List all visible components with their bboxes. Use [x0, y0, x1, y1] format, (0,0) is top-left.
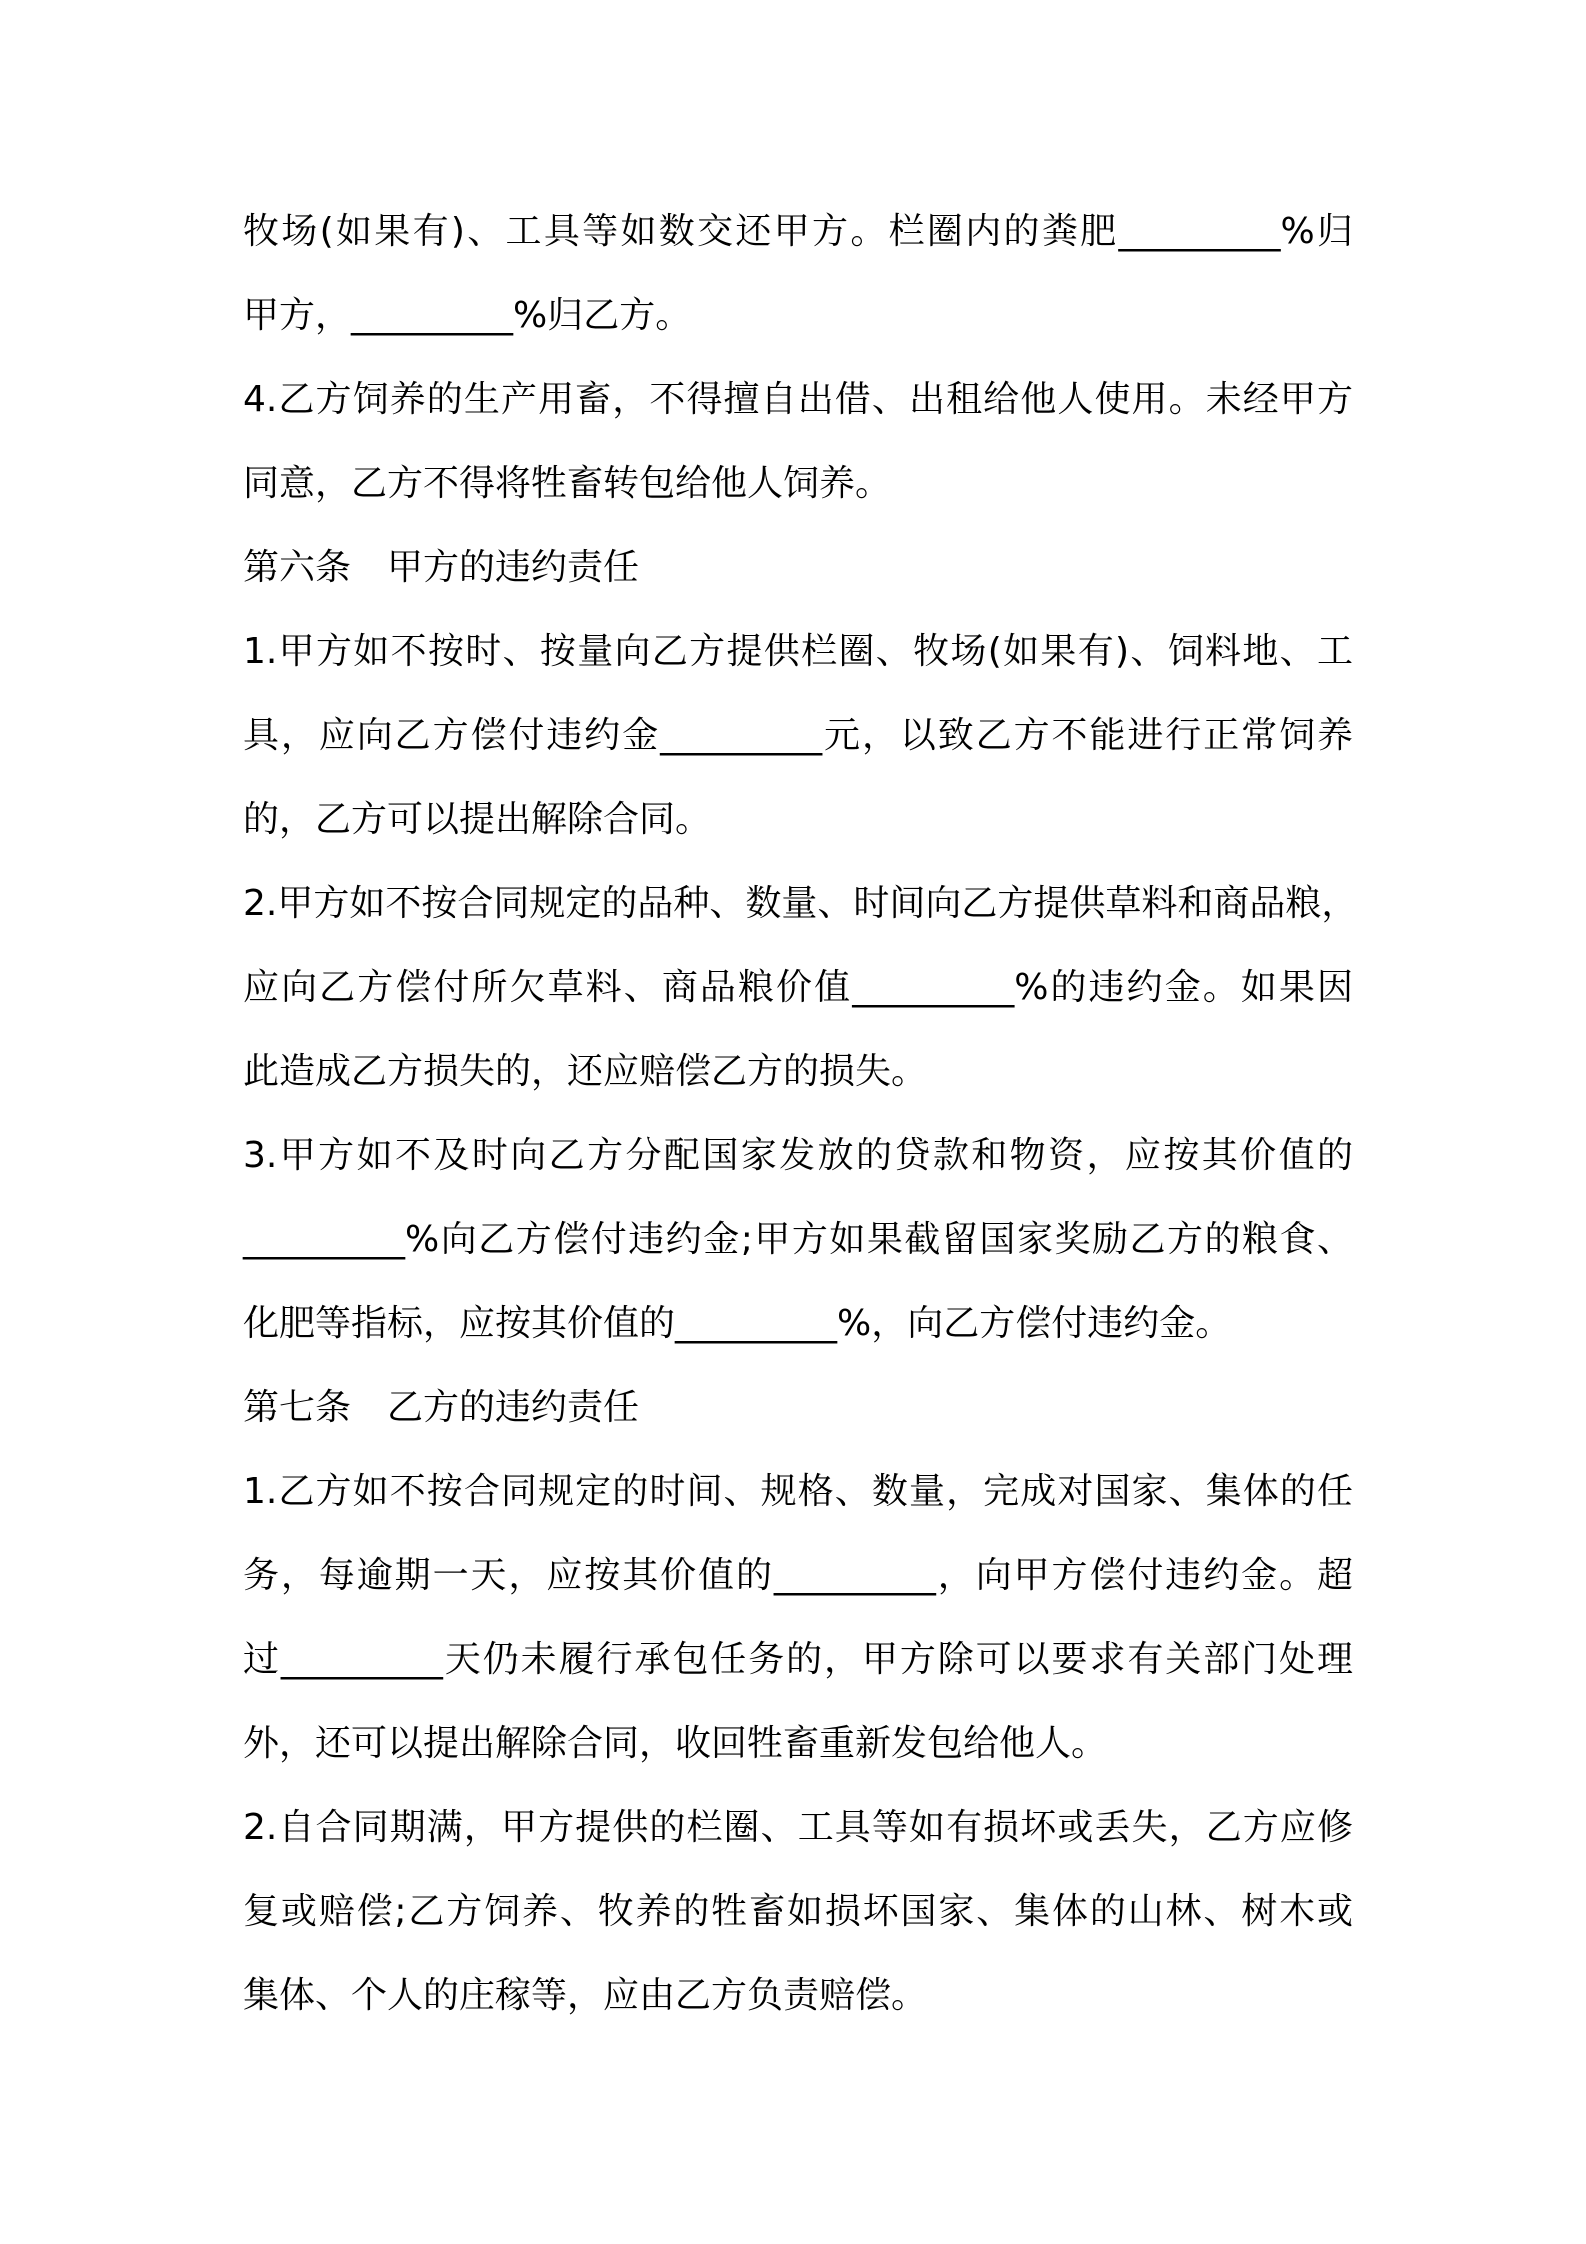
paragraph-line: 集体、个人的庄稼等，应由乙方负责赔偿。: [243, 1975, 928, 2016]
section-heading: 第七条 乙方的违约责任: [243, 1387, 640, 1428]
paragraph-line: 2.自合同期满，甲方提供的栏圈、工具等如有损坏或丢失，乙方应修: [243, 1807, 1353, 1848]
paragraph-line: 2.甲方如不按合同规定的品种、数量、时间向乙方提供草料和商品粮，: [243, 883, 1358, 924]
section-heading: 第六条 甲方的违约责任: [243, 547, 640, 588]
paragraph-line: 牧场(如果有)、工具等如数交还甲方。栏圈内的粪肥_________%归: [243, 211, 1353, 252]
paragraph-line: 3.甲方如不及时向乙方分配国家发放的贷款和物资，应按其价值的: [243, 1135, 1353, 1176]
paragraph-line: 应向乙方偿付所欠草料、商品粮价值_________%的违约金。如果因: [243, 967, 1353, 1008]
paragraph-line: 具，应向乙方偿付违约金_________元，以致乙方不能进行正常饲养: [243, 715, 1353, 756]
paragraph-line: 化肥等指标，应按其价值的_________%，向乙方偿付违约金。: [243, 1303, 1232, 1344]
paragraph-line: 外，还可以提出解除合同，收回牲畜重新发包给他人。: [243, 1723, 1108, 1764]
paragraph-line: 1.甲方如不按时、按量向乙方提供栏圈、牧场(如果有)、饲料地、工: [243, 631, 1353, 672]
paragraph-line: 的，乙方可以提出解除合同。: [243, 799, 712, 840]
paragraph-line: 4.乙方饲养的生产用畜，不得擅自出借、出租给他人使用。未经甲方: [243, 379, 1353, 420]
paragraph-line: 甲方，_________%归乙方。: [243, 295, 692, 336]
paragraph-line: 同意，乙方不得将牲畜转包给他人饲养。: [243, 463, 892, 504]
document-page: [243, 200, 1358, 2048]
paragraph-line: 1.乙方如不按合同规定的时间、规格、数量，完成对国家、集体的任: [243, 1471, 1353, 1512]
paragraph-line: _________%向乙方偿付违约金;甲方如果截留国家奖励乙方的粮食、: [243, 1219, 1353, 1260]
paragraph-line: 过_________天仍未履行承包任务的，甲方除可以要求有关部门处理: [243, 1639, 1353, 1680]
paragraph-line: 此造成乙方损失的，还应赔偿乙方的损失。: [243, 1051, 928, 1092]
paragraph-line: 复或赔偿;乙方饲养、牧养的牲畜如损坏国家、集体的山林、树木或: [243, 1891, 1353, 1932]
paragraph-line: 务，每逾期一天，应按其价值的_________，向甲方偿付违约金。超: [243, 1555, 1353, 1596]
